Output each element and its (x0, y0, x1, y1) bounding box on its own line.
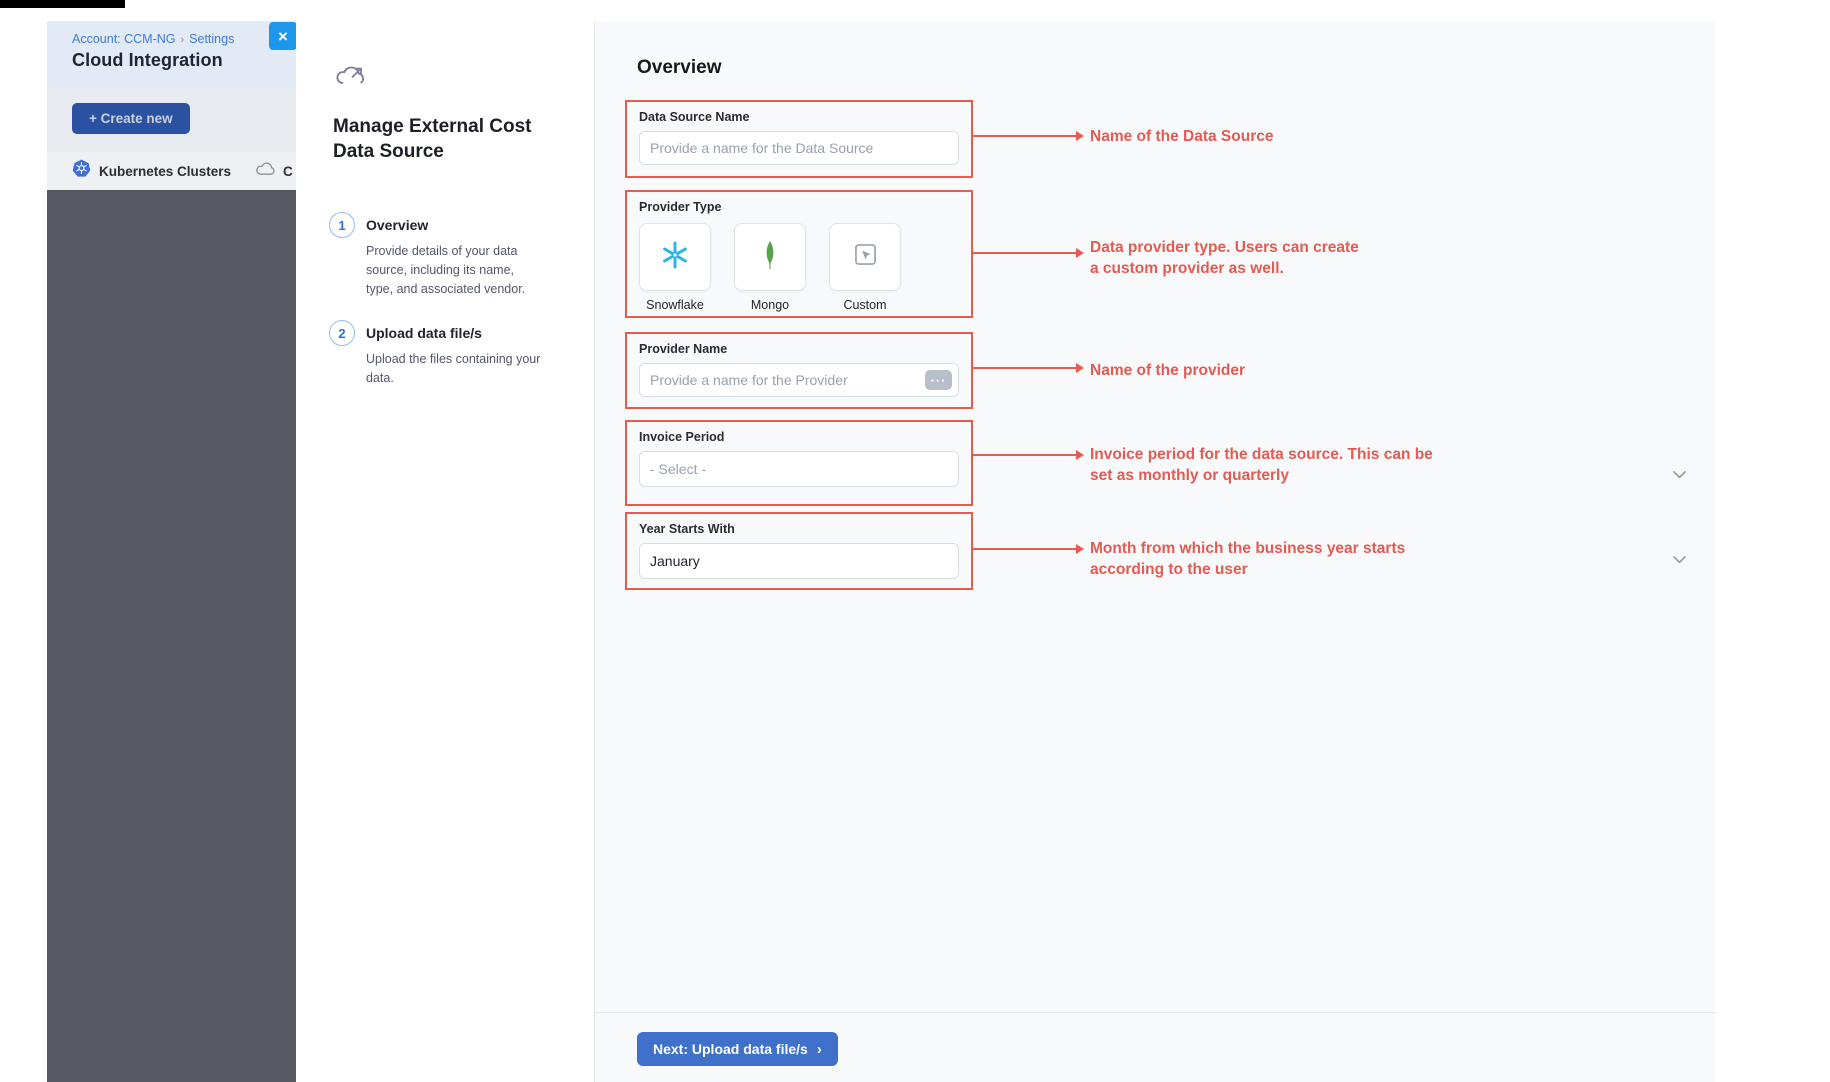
data-source-name-label: Data Source Name (639, 110, 750, 124)
invoice-period-value: - Select - (650, 461, 707, 477)
annotation-box-data-source-name (625, 100, 973, 178)
annotation-arrow (973, 548, 1077, 550)
custom-provider-icon (852, 241, 879, 273)
mongo-leaf-icon (762, 240, 778, 275)
provider-option-label: Snowflake (646, 298, 704, 312)
annotation-arrow (973, 454, 1077, 456)
cloud-icon (255, 161, 277, 181)
next-upload-button-label: Next: Upload data file/s (653, 1041, 808, 1057)
form-heading: Overview (637, 57, 722, 78)
page-title: Cloud Integration (72, 50, 223, 70)
step-description: Provide details of your data source, including its name, type, and associated vendor. (366, 244, 526, 296)
more-options-icon[interactable]: ··· (925, 370, 952, 390)
breadcrumb-settings-link[interactable]: Settings (189, 32, 235, 46)
provider-type-options (639, 223, 959, 312)
step-description: Upload the files containing your data. (366, 352, 541, 385)
annotation-text-provider-type: Data provider type. Users can create a custom provider as well. (1090, 239, 1359, 277)
annotation-box-provider-type (625, 190, 973, 318)
wizard-step-overview[interactable] (329, 212, 574, 298)
tab-kubernetes-clusters[interactable]: Kubernetes Clusters (99, 163, 232, 179)
annotation-text-year-starts: Month from which the business year starts according to the user (1090, 540, 1406, 578)
tab-cloud-clipped-label: C (283, 163, 293, 179)
breadcrumb-account-link[interactable]: Account: CCM-NG (72, 32, 176, 46)
step-number-badge: 1 (329, 212, 355, 238)
provider-option-custom[interactable] (829, 223, 901, 312)
annotation-arrow (973, 252, 1077, 254)
breadcrumb-separator: › (180, 34, 185, 46)
provider-option-mongo[interactable] (734, 223, 806, 312)
modal-dim-overlay (47, 190, 296, 1082)
chevron-down-icon[interactable] (1673, 551, 1686, 569)
chevron-down-icon[interactable] (1673, 466, 1686, 484)
annotation-text-provider-name: Name of the provider (1090, 362, 1246, 379)
year-starts-with-select[interactable] (639, 543, 959, 579)
step-label: Upload data file/s (366, 325, 482, 342)
step-label: Overview (366, 217, 429, 233)
create-new-button[interactable]: + Create new (72, 103, 190, 134)
overview-form-panel (595, 21, 1715, 1082)
annotation-box-provider-name (625, 332, 973, 409)
wizard-step-upload[interactable] (329, 320, 574, 388)
browser-edge-strip (0, 0, 125, 8)
background-tabs (47, 152, 296, 190)
annotation-box-year-starts-with (625, 512, 973, 590)
wizard-steps (329, 212, 574, 410)
close-button[interactable]: × (269, 22, 297, 50)
next-upload-button[interactable] (637, 1032, 838, 1066)
kubernetes-icon (72, 159, 91, 183)
annotation-text-invoice-period: Invoice period for the data source. This can be set as monthly or quarterly (1090, 446, 1433, 484)
background-toolbar (47, 90, 296, 152)
provider-name-label: Provider Name (639, 342, 728, 356)
data-source-name-input[interactable] (639, 131, 959, 165)
annotation-box-invoice-period (625, 420, 973, 506)
provider-option-snowflake[interactable] (639, 223, 711, 312)
chevron-right-icon: › (816, 1040, 822, 1058)
step-number-badge: 2 (329, 320, 355, 346)
tab-cloud-clipped[interactable] (255, 161, 293, 181)
year-starts-with-label: Year Starts With (639, 522, 735, 536)
breadcrumb (72, 32, 296, 46)
provider-type-label: Provider Type (639, 200, 722, 214)
invoice-period-select[interactable] (639, 451, 959, 487)
provider-name-input[interactable] (639, 363, 959, 397)
annotation-arrow (973, 135, 1077, 137)
background-page (47, 21, 296, 1082)
wizard-sidebar (296, 21, 595, 1082)
provider-option-label: Custom (843, 298, 887, 312)
external-cloud-icon (333, 61, 369, 95)
annotation-arrow (973, 367, 1077, 369)
snowflake-icon (659, 239, 691, 276)
wizard-title: Manage External Cost Data Source (333, 116, 532, 162)
annotation-text-data-source: Name of the Data Source (1090, 128, 1274, 145)
year-starts-with-value: January (650, 553, 700, 569)
provider-option-label: Mongo (750, 298, 790, 312)
background-header (47, 21, 296, 90)
footer-divider (595, 1012, 1715, 1013)
invoice-period-label: Invoice Period (639, 430, 725, 444)
